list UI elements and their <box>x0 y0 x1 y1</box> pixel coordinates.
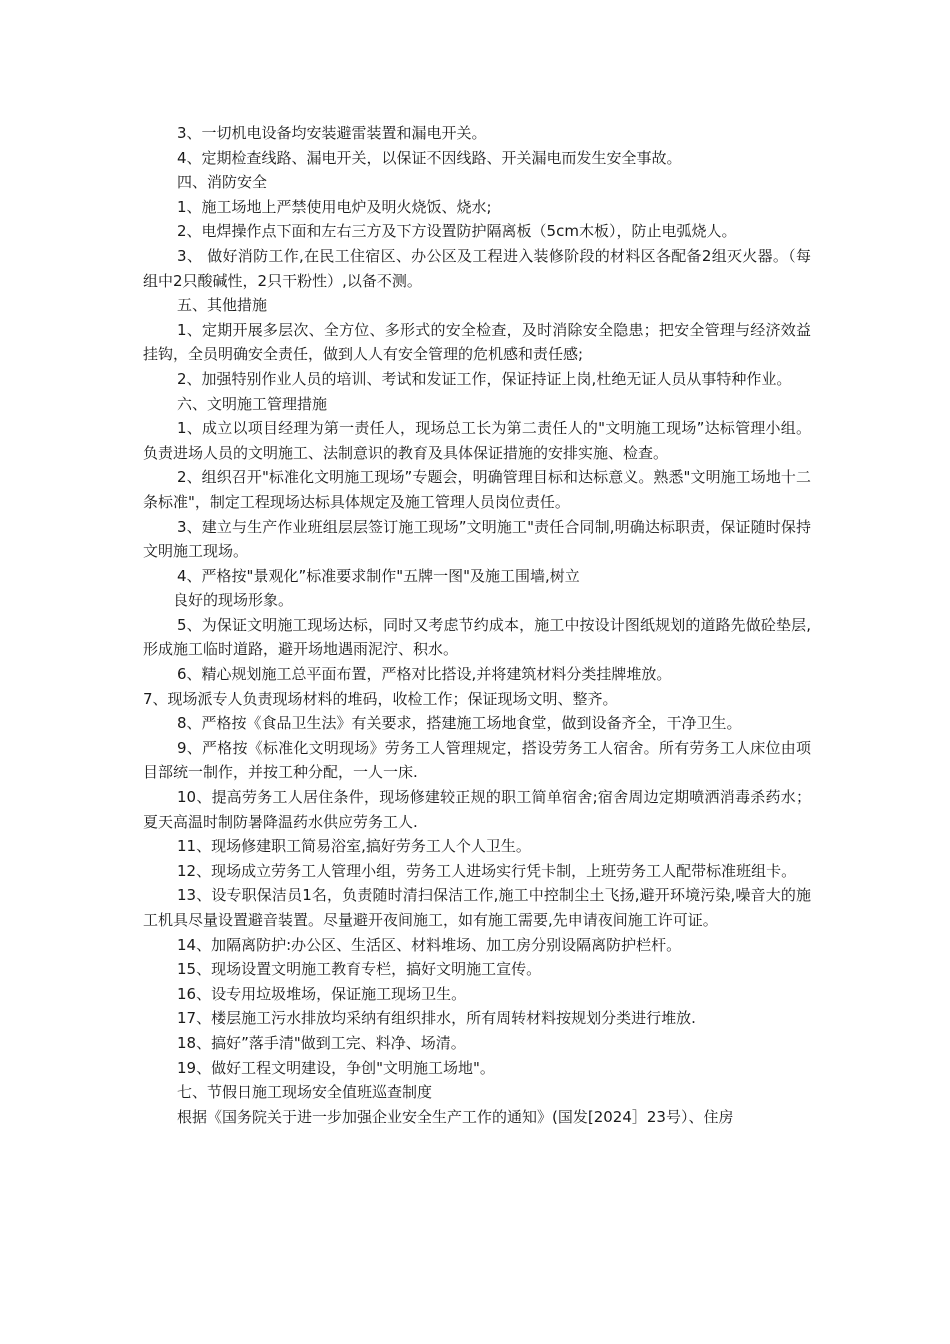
section-heading: 四、消防安全 <box>177 173 268 192</box>
paragraph: 根据《国务院关于进一步加强企业安全生产工作的通知》(国发[2024］23号）、住房 <box>177 1107 734 1126</box>
paragraph: 2、加强特别作业人员的培训、考试和发证工作，保证持证上岗,杜绝无证人员从事特种作业。 <box>177 369 792 388</box>
document-page <box>143 121 811 1129</box>
section-heading: 五、其他措施 <box>177 296 268 315</box>
paragraph: 19、做好工程文明建设，争创"文明施工场地"。 <box>177 1058 495 1077</box>
paragraph: 4、定期检查线路、漏电开关，以保证不因线路、开关漏电而发生安全事故。 <box>177 148 682 167</box>
paragraph: 1、施工场地上严禁使用电炉及明火烧饭、烧水; <box>177 197 492 216</box>
paragraph: 11、现场修建职工简易浴室,搞好劳务工人个人卫生。 <box>177 837 531 856</box>
paragraph: 2、组织召开"标准化文明施工现场”专题会，明确管理目标和达标意义。熟悉"文明施工场地十二条标准"，制定工程现场达标具体规定及施工管理人员岗位责任。 <box>143 468 811 511</box>
paragraph: 6、精心规划施工总平面布置，严格对比搭设,并将建筑材料分类挂牌堆放。 <box>177 665 672 684</box>
paragraph: 5、为保证文明施工现场达标，同时又考虑节约成本，施工中按设计图纸规划的道路先做砼垫层,形成施工临时道路，避开场地遇雨泥泞、积水。 <box>143 615 811 659</box>
paragraph: 9、严格按《标准化文明现场》劳务工人管理规定，搭设劳务工人宿舍。所有劳务工人床位由项目部统一制作，并按工种分配，一人一床. <box>143 738 811 782</box>
paragraph: 14、加隔离防护:办公区、生活区、材料堆场、加工房分别设隔离防护栏杆。 <box>177 935 682 954</box>
paragraph: 7、现场派专人负责现场材料的堆码，收检工作；保证现场文明、整齐。 <box>143 689 618 708</box>
paragraph: 13、设专职保洁员1名，负责随时清扫保洁工作,施工中控制尘土飞扬,避开环境污染,噪音大的施工机具尽量设置避音装置。尽量避开夜间施工，如有施工需要,先申请夜间施工许可证。 <box>143 886 811 929</box>
paragraph: 18、搞好”落手清"做到工完、料净、场清。 <box>177 1033 466 1052</box>
section-heading: 六、文明施工管理措施 <box>177 394 328 413</box>
paragraph: 8、严格按《食品卫生法》有关要求，搭建施工场地食堂，做到设备齐全，干净卫生。 <box>177 714 742 733</box>
paragraph: 4、严格按"景观化”标准要求制作"五牌一图"及施工围墙,树立 <box>177 566 580 585</box>
paragraph: 3、建立与生产作业班组层层签订施工现场”文明施工"责任合同制,明确达标职责，保证随时保持文明施工现场。 <box>143 517 811 561</box>
paragraph: 良好的现场形象。 <box>173 591 294 610</box>
paragraph: 15、现场设置文明施工教育专栏，搞好文明施工宣传。 <box>177 960 542 979</box>
paragraph: 10、提高劳务工人居住条件，现场修建较正规的职工简单宿舍;宿舍周边定期喷洒消毒杀药水；夏天高温时制防暑降温药水供应劳务工人. <box>143 788 811 831</box>
section-heading: 七、节假日施工现场安全值班巡查制度 <box>177 1083 433 1102</box>
paragraph: 1、成立以项目经理为第一责任人，现场总工长为第二责任人的"文明施工现场”达标管理小组。负责进场人员的文明施工、法制意识的教育及具体保证措施的安排实施、检查。 <box>143 419 811 462</box>
paragraph: 17、楼层施工污水排放均采纳有组织排水，所有周转材料按规划分类进行堆放. <box>177 1009 696 1028</box>
paragraph: 3、一切机电设备均安装避雷装置和漏电开关。 <box>177 124 487 142</box>
paragraph: 2、电焊操作点下面和左右三方及下方设置防护隔离板（5cm木板），防止电弧烧人。 <box>177 222 737 241</box>
paragraph: 16、设专用垃圾堆场，保证施工现场卫生。 <box>177 984 467 1003</box>
paragraph: 3、 做好消防工作,在民工住宿区、办公区及工程进入装修阶段的材料区各配备2组灭火器。（每组中2只酸碱性，2只干粉性）,以备不测。 <box>143 246 811 290</box>
paragraph: 1、定期开展多层次、全方位、多形式的安全检查，及时消除安全隐患；把安全管理与经济效益挂钩，全员明确安全责任，做到人人有安全管理的危机感和责任感; <box>143 320 811 364</box>
paragraph: 12、现场成立劳务工人管理小组，劳务工人进场实行凭卡制，上班劳务工人配带标准班组卡。 <box>177 861 797 880</box>
